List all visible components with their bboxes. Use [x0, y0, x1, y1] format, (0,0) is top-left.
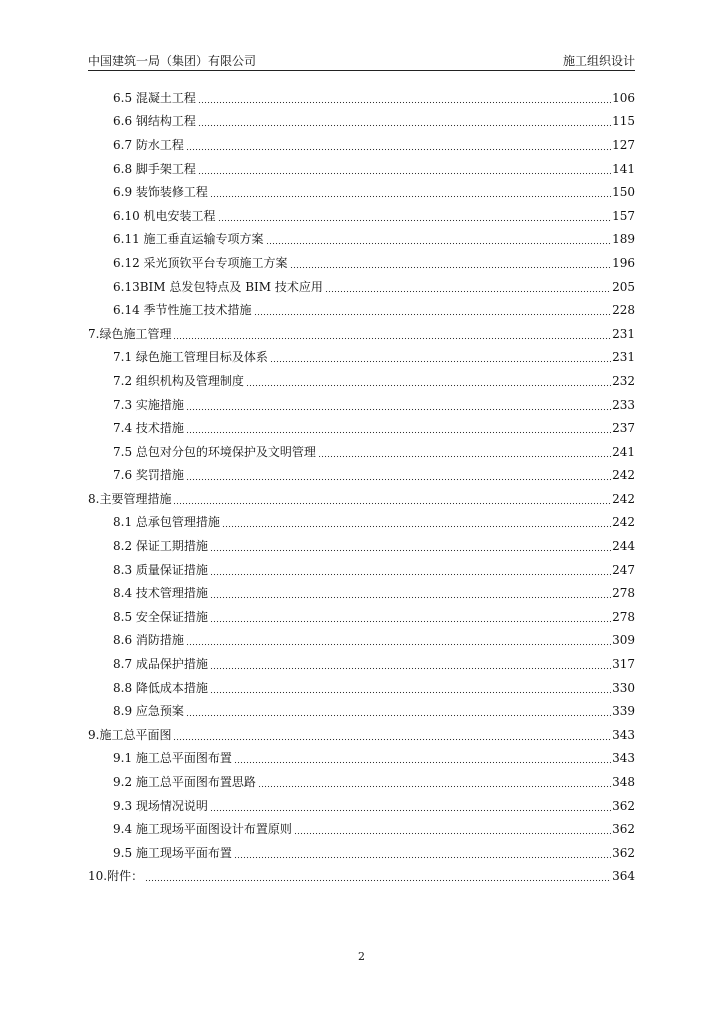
toc-leader-dots — [210, 544, 611, 552]
toc-entry-page: 141 — [612, 161, 635, 176]
toc-entry-page: 237 — [612, 421, 635, 436]
toc-entry-title: 9.2 施工总平面图布置思路 — [113, 775, 256, 790]
header-company: 中国建筑一局（集团）有限公司 — [88, 54, 257, 68]
toc-entry[interactable] — [88, 110, 635, 134]
toc-leader-dots — [290, 261, 612, 269]
toc-entry-page: 231 — [612, 326, 635, 341]
toc-entry-page: 232 — [612, 373, 635, 388]
toc-leader-dots — [186, 638, 611, 646]
toc-leader-dots — [258, 780, 611, 788]
toc-entry-page: 343 — [612, 751, 635, 766]
toc-entry-title: 6.7 防水工程 — [113, 137, 184, 152]
toc-entry-title: 8.9 应急预案 — [113, 704, 184, 719]
toc-entry[interactable] — [88, 346, 635, 370]
toc-entry-page: 205 — [612, 279, 635, 294]
toc-entry-title: 8.2 保证工期措施 — [113, 539, 208, 554]
toc-entry-page: 196 — [612, 255, 635, 270]
toc-entry-title: 8.5 安全保证措施 — [113, 609, 208, 624]
toc-entry-title: 9.3 现场情况说明 — [113, 798, 208, 813]
toc-leader-dots — [186, 426, 611, 434]
toc-entry[interactable] — [88, 180, 635, 204]
toc-leader-dots — [198, 167, 611, 175]
toc-entry-page: 127 — [612, 137, 635, 152]
toc-entry-page: 339 — [612, 704, 635, 719]
toc-leader-dots — [198, 119, 611, 127]
toc-entry-title: 8.7 成品保护措施 — [113, 657, 208, 672]
toc-entry[interactable] — [88, 629, 635, 653]
toc-entry-page: 278 — [612, 609, 635, 624]
toc-entry-page: 362 — [612, 822, 635, 837]
toc-leader-dots — [210, 591, 611, 599]
toc-entry[interactable] — [88, 157, 635, 181]
toc-entry[interactable] — [88, 770, 635, 794]
toc-entry-title: 6.8 脚手架工程 — [113, 161, 196, 176]
toc-entry[interactable] — [88, 865, 635, 889]
toc-entry-title: 6.11 施工垂直运输专项方案 — [113, 232, 264, 247]
toc-entry-title: 9.5 施工现场平面布置 — [113, 845, 232, 860]
toc-entry-title: 6.10 机电安装工程 — [113, 208, 216, 223]
toc-entry[interactable] — [88, 275, 635, 299]
toc-leader-dots — [318, 450, 611, 458]
toc-entry-title: 8.4 技术管理措施 — [113, 586, 208, 601]
toc-entry[interactable] — [88, 369, 635, 393]
toc-entry-title: 7.4 技术措施 — [113, 421, 184, 436]
toc-entry-title: 8.1 总承包管理措施 — [113, 515, 220, 530]
toc-entry-title: 9.4 施工现场平面图设计布置原则 — [113, 822, 292, 837]
toc-entry-page: 228 — [612, 303, 635, 318]
toc-leader-dots — [173, 733, 611, 741]
toc-entry-title: 7.5 总包对分包的环境保护及文明管理 — [113, 444, 316, 459]
toc-entry[interactable] — [88, 251, 635, 275]
toc-leader-dots — [145, 874, 611, 882]
toc-leader-dots — [222, 520, 611, 528]
toc-entry[interactable] — [88, 464, 635, 488]
toc-entry-page: 362 — [612, 798, 635, 813]
toc-entry[interactable] — [88, 534, 635, 558]
toc-entry[interactable] — [88, 817, 635, 841]
toc-entry-page: 343 — [612, 727, 635, 742]
toc-entry-title: 6.12 采光顶钦平台专项施工方案 — [113, 255, 288, 270]
toc-leader-dots — [186, 143, 611, 151]
toc-entry-title: 8.3 质量保证措施 — [113, 562, 208, 577]
toc-entry-title: 6.6 钢结构工程 — [113, 114, 196, 129]
toc-entry-title: 7.绿色施工管理 — [88, 326, 172, 341]
toc-entry-page: 364 — [612, 869, 635, 884]
toc-leader-dots — [254, 308, 612, 316]
toc-leader-dots — [234, 851, 611, 859]
toc-entry[interactable] — [88, 676, 635, 700]
toc-leader-dots — [294, 827, 611, 835]
page-number: 2 — [358, 950, 365, 963]
toc-entry[interactable] — [88, 794, 635, 818]
toc-entry[interactable] — [88, 228, 635, 252]
toc-entry[interactable] — [88, 322, 635, 346]
toc-entry[interactable] — [88, 133, 635, 157]
toc-leader-dots — [186, 473, 611, 481]
toc-entry-page: 317 — [612, 657, 635, 672]
toc-entry[interactable] — [88, 511, 635, 535]
toc-entry-title: 10.附件： — [88, 869, 144, 884]
toc-entry[interactable] — [88, 723, 635, 747]
toc-entry-page: 362 — [612, 845, 635, 860]
toc-leader-dots — [210, 568, 611, 576]
toc-entry[interactable] — [88, 841, 635, 865]
toc-entry-page: 106 — [612, 90, 635, 105]
toc-leader-dots — [218, 214, 612, 222]
toc-entry-page: 115 — [612, 114, 635, 129]
toc-entry-page: 241 — [612, 444, 635, 459]
toc-entry-title: 7.3 实施措施 — [113, 397, 184, 412]
toc-entry-title: 6.14 季节性施工技术措施 — [113, 303, 252, 318]
toc-entry-title: 9.1 施工总平面图布置 — [113, 751, 232, 766]
toc-entry[interactable] — [88, 558, 635, 582]
toc-entry-page: 233 — [612, 397, 635, 412]
toc-entry-title: 6.9 装饰装修工程 — [113, 185, 208, 200]
toc-entry-page: 244 — [612, 539, 635, 554]
toc-entry[interactable] — [88, 393, 635, 417]
toc-entry-page: 242 — [612, 491, 635, 506]
toc-leader-dots — [186, 709, 611, 717]
toc-entry[interactable] — [88, 86, 635, 110]
toc-entry[interactable] — [88, 652, 635, 676]
toc-entry-title: 8.6 消防措施 — [113, 633, 184, 648]
toc-leader-dots — [173, 497, 611, 505]
toc-entry-page: 330 — [612, 680, 635, 695]
toc-entry-page: 242 — [612, 515, 635, 530]
toc-entry-title: 8.主要管理措施 — [88, 491, 172, 506]
toc-leader-dots — [210, 190, 611, 198]
toc-entry[interactable] — [88, 487, 635, 511]
toc-entry[interactable] — [88, 416, 635, 440]
table-of-contents — [88, 86, 635, 888]
toc-entry-title: 7.6 奖罚措施 — [113, 468, 184, 483]
toc-leader-dots — [234, 756, 611, 764]
toc-entry[interactable] — [88, 699, 635, 723]
toc-leader-dots — [325, 285, 611, 293]
toc-leader-dots — [186, 403, 611, 411]
toc-entry-title: 8.8 降低成本措施 — [113, 680, 208, 695]
toc-leader-dots — [173, 332, 611, 340]
toc-leader-dots — [270, 355, 611, 363]
toc-leader-dots — [210, 615, 611, 623]
toc-entry-title: 9.施工总平面图 — [88, 727, 172, 742]
toc-entry-page: 348 — [612, 775, 635, 790]
toc-leader-dots — [198, 96, 611, 104]
toc-entry[interactable] — [88, 204, 635, 228]
page-header — [88, 50, 635, 71]
toc-entry[interactable] — [88, 605, 635, 629]
toc-entry[interactable] — [88, 747, 635, 771]
toc-entry[interactable] — [88, 440, 635, 464]
toc-entry-title: 6.13BIM 总发包特点及 BIM 技术应用 — [113, 279, 323, 294]
toc-entry-title: 7.1 绿色施工管理目标及体系 — [113, 350, 268, 365]
toc-entry-page: 247 — [612, 562, 635, 577]
toc-entry-page: 150 — [612, 185, 635, 200]
toc-entry-page: 231 — [612, 350, 635, 365]
toc-entry-page: 242 — [612, 468, 635, 483]
toc-leader-dots — [246, 379, 611, 387]
toc-entry-page: 278 — [612, 586, 635, 601]
toc-entry[interactable] — [88, 298, 635, 322]
toc-entry-page: 309 — [612, 633, 635, 648]
toc-entry[interactable] — [88, 581, 635, 605]
header-doc-title: 施工组织设计 — [562, 54, 635, 68]
toc-leader-dots — [210, 662, 611, 670]
toc-entry-page: 189 — [612, 232, 635, 247]
toc-leader-dots — [210, 804, 611, 812]
toc-leader-dots — [266, 237, 612, 245]
toc-entry-page: 157 — [612, 208, 635, 223]
toc-entry-title: 7.2 组织机构及管理制度 — [113, 373, 244, 388]
toc-leader-dots — [210, 686, 611, 694]
toc-entry-title: 6.5 混凝土工程 — [113, 90, 196, 105]
